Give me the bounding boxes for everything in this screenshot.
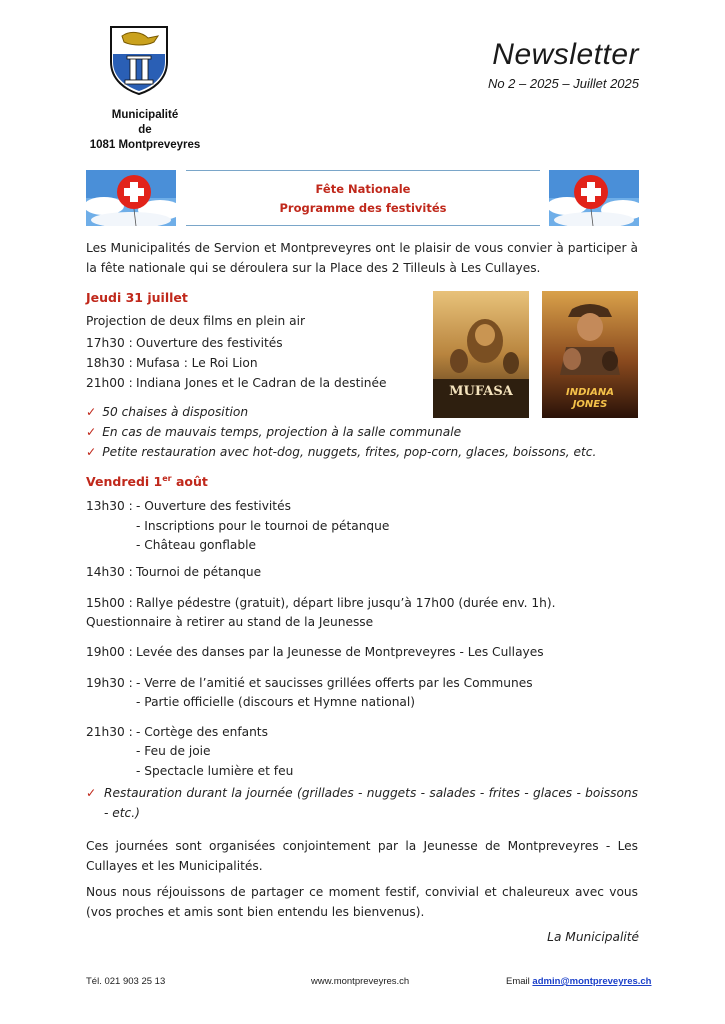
schedule-time: 17h30 : xyxy=(86,336,133,350)
schedule-time: 15h00 : xyxy=(86,596,133,610)
newsletter-title: Newsletter xyxy=(492,38,639,71)
checkmark-icon: ✓ xyxy=(86,786,97,800)
schedule-text: - Spectacle lumière et feu xyxy=(136,764,294,778)
checklist-item xyxy=(86,422,461,442)
checklist-item xyxy=(86,402,248,422)
footer-email-link[interactable]: admin@montpreveyres.ch xyxy=(532,976,652,987)
footer-email xyxy=(506,976,652,987)
municipality-line-3: 1081 Montpreveyres xyxy=(89,139,201,151)
schedule-text: Levée des danses par la Jeunesse de Montpreveyres - Les Cullayes xyxy=(136,645,544,659)
checkmark-icon: ✓ xyxy=(86,425,97,439)
indiana-jones-poster-image xyxy=(542,291,638,418)
schedule-text: - Feu de joie xyxy=(136,744,211,758)
schedule-text: Mufasa : Le Roi Lion xyxy=(136,356,258,370)
schedule-text: Tournoi de pétanque xyxy=(136,565,262,579)
footer-email-label: Email xyxy=(506,976,533,987)
day1-subtitle: Projection de deux films en plein air xyxy=(86,314,306,328)
mufasa-poster-image xyxy=(433,291,529,418)
schedule-text: Questionnaire à retirer au stand de la Jeunesse xyxy=(86,615,374,629)
checkmark-icon: ✓ xyxy=(86,445,97,459)
footer-website[interactable]: www.montpreveyres.ch xyxy=(311,976,410,987)
footer-phone: Tél. 021 903 25 13 xyxy=(86,976,166,987)
checkmark-icon: ✓ xyxy=(86,405,97,419)
schedule-text: - Partie officielle (discours et Hymne national) xyxy=(136,695,416,709)
banner-title: Fête Nationale xyxy=(315,182,411,196)
schedule-item xyxy=(86,373,386,393)
day2-heading-sup: er xyxy=(162,474,172,483)
schedule-text: - Château gonflable xyxy=(136,538,257,552)
signature: La Municipalité xyxy=(547,930,639,944)
banner-subtitle: Programme des festivités xyxy=(279,201,447,215)
poster-title: MUFASA xyxy=(449,384,513,399)
schedule-time: 19h00 : xyxy=(86,645,133,659)
schedule-item xyxy=(86,642,544,662)
closing-paragraph-2: Nous nous réjouissons de partager ce moment festif, convivial et chaleureux avec vous (vos proches et amis sont bien entendu les bienvenus). xyxy=(86,885,638,919)
swiss-flag-balloon-image xyxy=(86,170,176,226)
day1-heading: Jeudi 31 juillet xyxy=(86,290,188,305)
poster-title-line-2: JONES xyxy=(572,399,608,410)
closing-paragraph-1: Ces journées sont organisées conjointement par la Jeunesse de Montpreveyres - Les Cullayes et les Municipalités. xyxy=(86,839,638,873)
municipality-line-1: Municipalité xyxy=(111,109,179,121)
banner-title-box xyxy=(186,170,540,226)
municipality-line-2: de xyxy=(138,124,152,136)
schedule-text: - Cortège des enfants xyxy=(136,725,268,739)
day2-heading xyxy=(86,474,208,489)
schedule-text: - Inscriptions pour le tournoi de pétanque xyxy=(136,519,390,533)
checklist-text: Petite restauration avec hot-dog, nuggets, frites, pop-corn, glaces, boissons, etc. xyxy=(102,445,597,459)
coat-of-arms-logo xyxy=(108,24,170,96)
schedule-text: - Ouverture des festivités xyxy=(136,499,291,513)
schedule-time: 18h30 : xyxy=(86,356,133,370)
schedule-text: Rallye pédestre (gratuit), départ libre jusqu’à 17h00 (durée env. 1h). xyxy=(136,596,556,610)
schedule-time: 19h30 : xyxy=(86,676,133,690)
intro-paragraph: Les Municipalités de Servion et Montpreveyres ont le plaisir de vous convier à participer à la fête nationale qui se déroulera sur la Place des 2 Tilleuls à Les Cullayes. xyxy=(86,241,638,275)
checklist-item xyxy=(86,783,638,823)
schedule-item xyxy=(86,353,258,373)
schedule-time: 14h30 : xyxy=(86,565,133,579)
schedule-time: 13h30 : xyxy=(86,499,133,513)
schedule-text: Indiana Jones et le Cadran de la destinée xyxy=(136,376,387,390)
schedule-text: Ouverture des festivités xyxy=(136,336,283,350)
checklist-text: Restauration durant la journée (grillades - nuggets - salades - frites - glaces - boissons - etc.) xyxy=(104,786,638,820)
schedule-item xyxy=(86,333,283,353)
checklist-text: En cas de mauvais temps, projection à la salle communale xyxy=(102,425,462,439)
schedule-time: 21h00 : xyxy=(86,376,133,390)
checklist-text: 50 chaises à disposition xyxy=(102,405,249,419)
checklist-item xyxy=(86,442,596,462)
schedule-item xyxy=(86,593,556,613)
schedule-time: 21h30 : xyxy=(86,725,133,739)
day2-heading-end: août xyxy=(171,474,208,490)
poster-title-line-1: INDIANA xyxy=(566,387,614,398)
schedule-item xyxy=(86,562,261,582)
day2-heading-main: Vendredi 1 xyxy=(86,474,163,490)
swiss-flag-balloon-image xyxy=(549,170,639,226)
newsletter-issue: No 2 – 2025 – Juillet 2025 xyxy=(487,76,639,91)
schedule-text: - Verre de l’amitié et saucisses grillées offerts par les Communes xyxy=(136,676,533,690)
municipality-name xyxy=(70,108,220,153)
